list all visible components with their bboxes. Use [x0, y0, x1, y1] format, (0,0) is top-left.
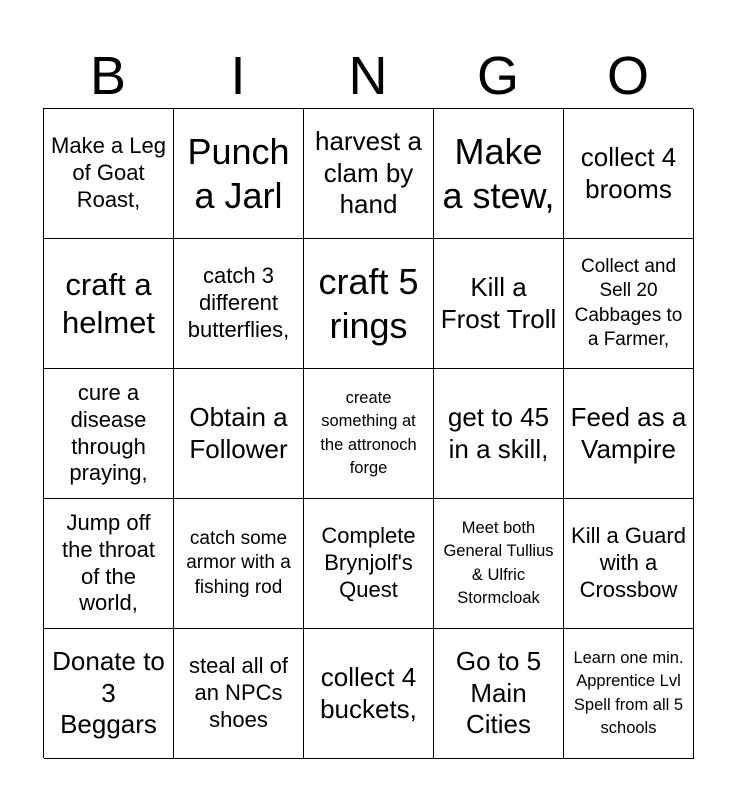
cell-text: Learn one min. Apprentice Lvl Spell from all 5 schools — [573, 649, 684, 737]
cell-text: Feed as a Vampire — [570, 401, 687, 464]
cell-text: Complete Brynjolf's Quest — [321, 523, 416, 602]
bingo-cell[interactable] — [174, 629, 304, 759]
bingo-cell[interactable] — [564, 629, 694, 759]
header-letter-g: G — [476, 46, 519, 106]
bingo-cell[interactable] — [564, 369, 694, 499]
bingo-cell[interactable] — [434, 239, 564, 369]
cell-text: Go to 5 Main Cities — [455, 645, 542, 740]
bingo-cell[interactable] — [174, 369, 304, 499]
bingo-cell[interactable] — [304, 239, 434, 369]
bingo-cell[interactable] — [304, 499, 434, 629]
cell-text: collect 4 buckets, — [320, 661, 417, 724]
bingo-cell[interactable] — [304, 109, 434, 239]
cell-text: Kill a Guard with a Crossbow — [571, 523, 686, 602]
cell-text: catch some armor with a fishing rod — [186, 528, 291, 598]
bingo-cell[interactable] — [434, 109, 564, 239]
cell-text: Punch a Jarl — [187, 130, 290, 216]
bingo-cell[interactable] — [304, 369, 434, 499]
bingo-grid — [43, 108, 693, 758]
header-letter-i: I — [230, 46, 246, 106]
cell-text: Donate to 3 Beggars — [52, 645, 165, 740]
cell-text: steal all of an NPCs shoes — [188, 653, 289, 732]
cell-text: Kill a Frost Troll — [440, 271, 557, 334]
bingo-cell[interactable] — [44, 499, 174, 629]
cell-text: catch 3 different butterflies, — [187, 263, 290, 342]
bingo-cell[interactable] — [44, 239, 174, 369]
bingo-cell[interactable] — [564, 239, 694, 369]
cell-text: Jump off the throat of the world, — [62, 509, 155, 616]
cell-text: get to 45 in a skill, — [447, 401, 550, 464]
cell-text: collect 4 brooms — [580, 141, 677, 204]
cell-text: Make a stew, — [442, 130, 555, 216]
header-letter-n: N — [348, 46, 388, 106]
bingo-cell[interactable] — [44, 629, 174, 759]
bingo-cell[interactable] — [304, 629, 434, 759]
cell-text: Obtain a Follower — [189, 401, 288, 464]
bingo-cell[interactable] — [44, 109, 174, 239]
cell-text: craft a helmet — [61, 267, 156, 340]
cell-text: Collect and Sell 20 Cabbages to a Farmer, — [574, 255, 683, 350]
bingo-cell[interactable] — [44, 369, 174, 499]
bingo-cell[interactable] — [174, 239, 304, 369]
header-letter-o: O — [606, 46, 649, 106]
cell-text: create something at the attronoch forge — [320, 389, 417, 477]
bingo-header — [43, 44, 693, 108]
bingo-cell[interactable] — [434, 629, 564, 759]
bingo-cell[interactable] — [174, 109, 304, 239]
cell-text: harvest a clam by hand — [315, 125, 422, 220]
cell-text: Make a Leg of Goat Roast, — [51, 133, 166, 212]
cell-text: craft 5 rings — [318, 260, 419, 346]
bingo-cell[interactable] — [434, 499, 564, 629]
bingo-cell[interactable] — [564, 499, 694, 629]
cell-text: cure a disease through praying, — [69, 379, 148, 486]
cell-text: Meet both General Tullius & Ulfric Stormcloak — [443, 519, 554, 607]
bingo-cell[interactable] — [434, 369, 564, 499]
bingo-cell[interactable] — [174, 499, 304, 629]
bingo-cell[interactable] — [564, 109, 694, 239]
header-letter-b: B — [89, 46, 127, 106]
